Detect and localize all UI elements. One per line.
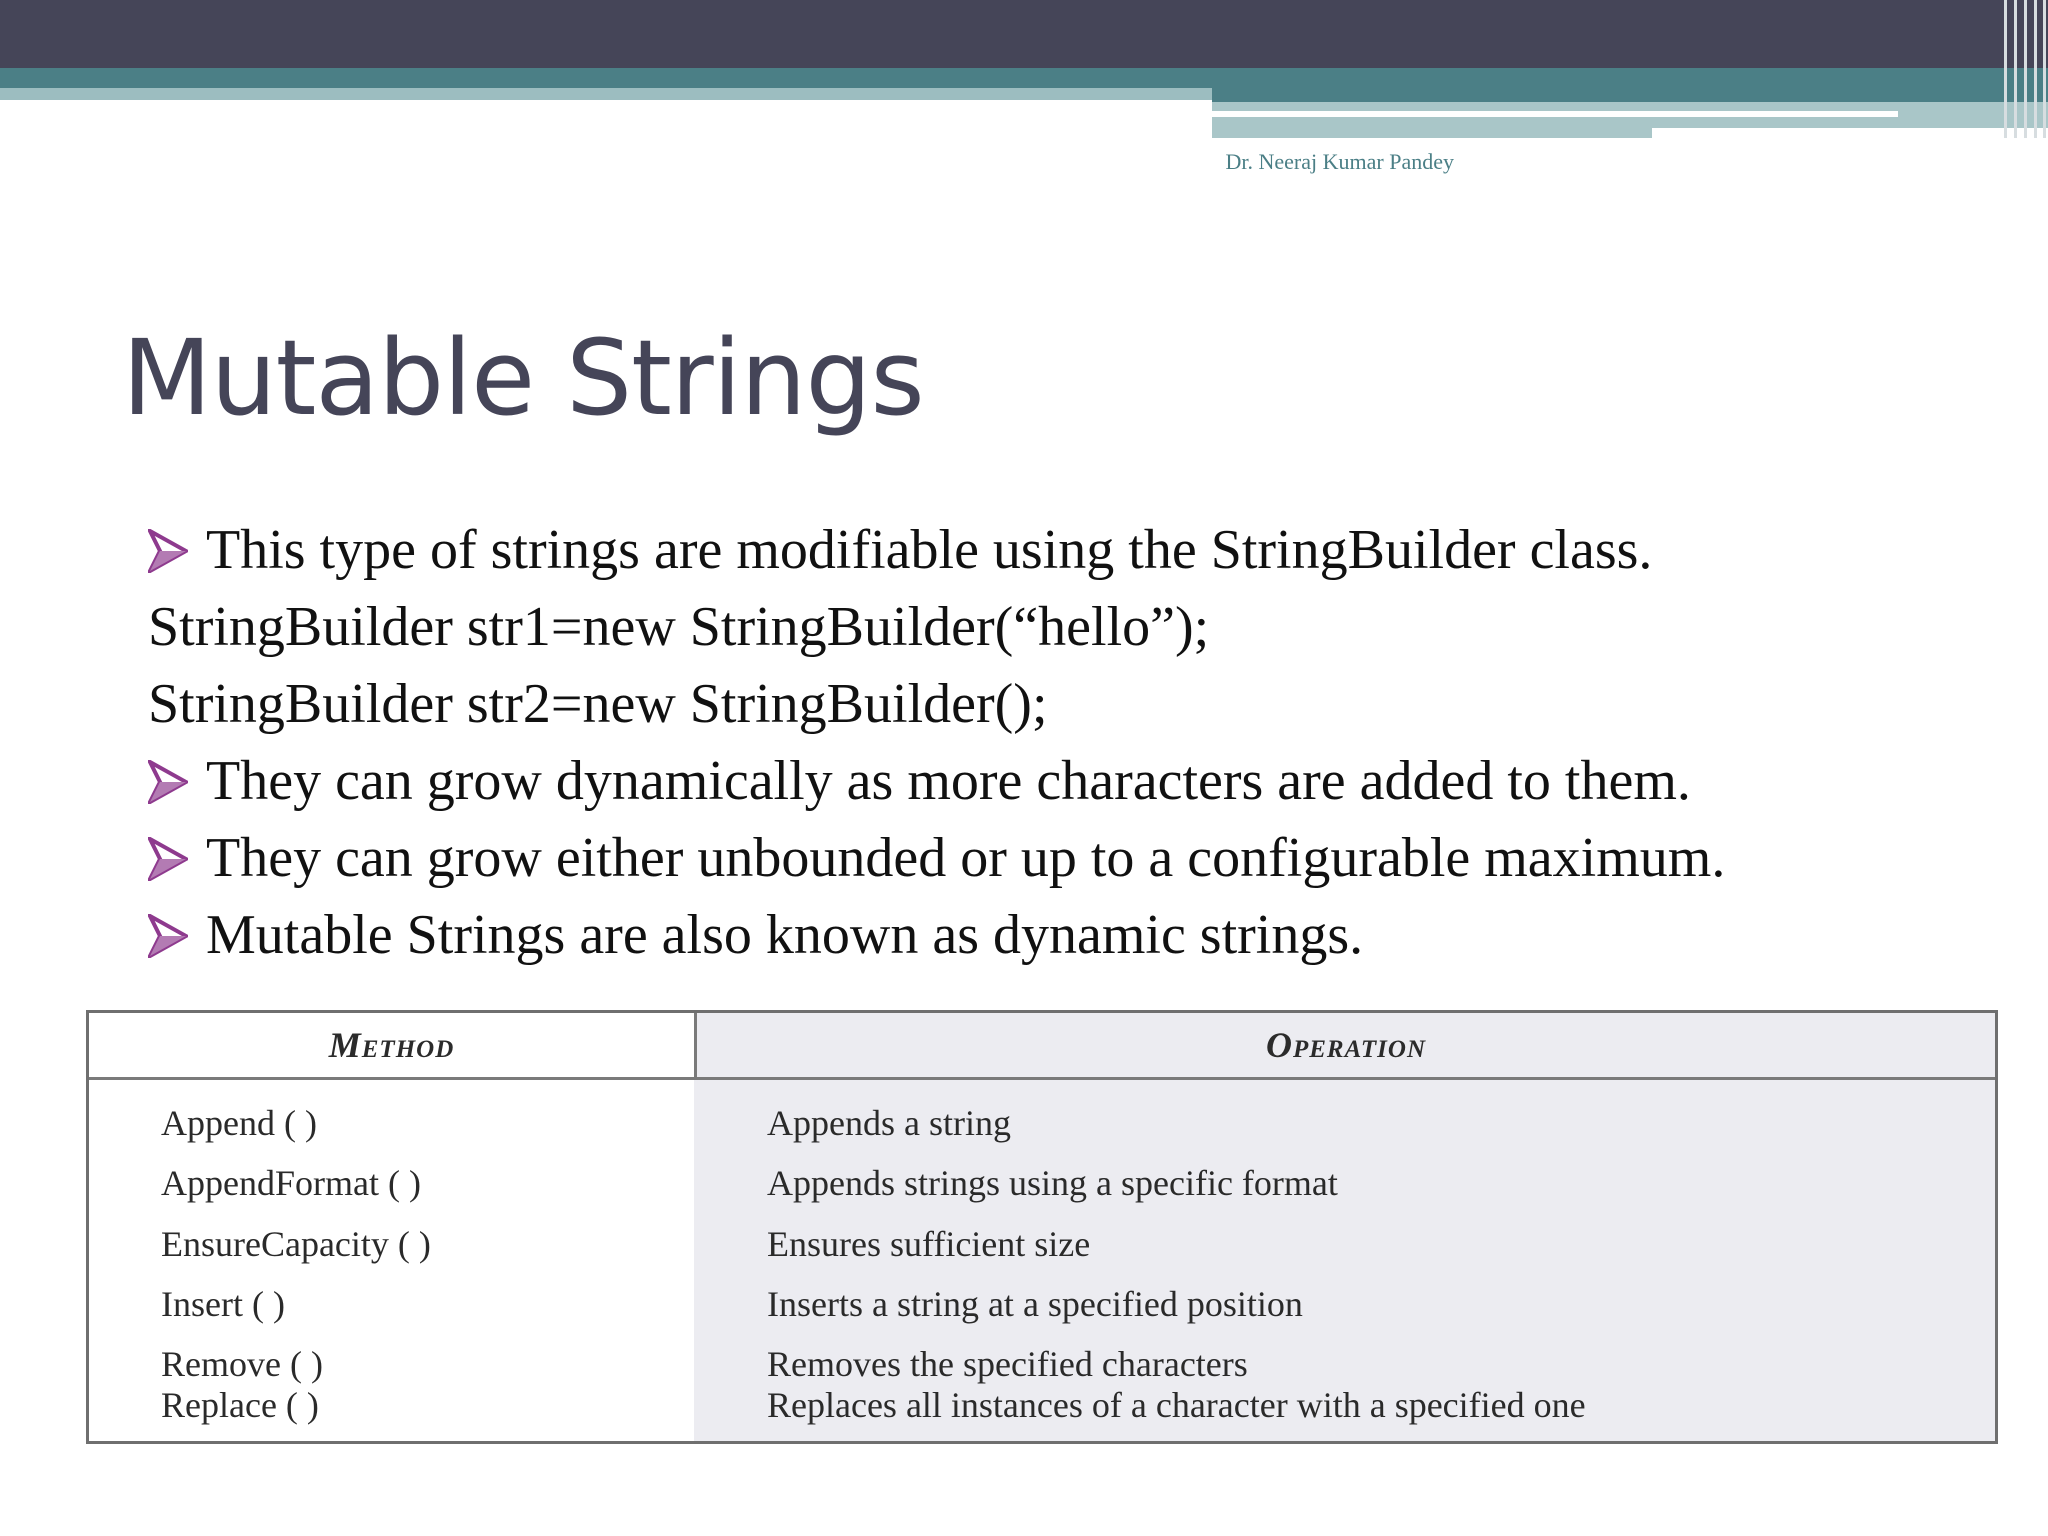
operation-cell: Appends strings using a specific format bbox=[767, 1163, 1338, 1203]
slide-title: Mutable Strings bbox=[122, 317, 924, 439]
bullet-line-3 bbox=[148, 820, 2028, 897]
code-line-2: StringBuilder str2=new StringBuilder(); bbox=[148, 673, 1048, 735]
header-stripes bbox=[2000, 0, 2048, 138]
operation-cell: Appends a string bbox=[767, 1103, 1011, 1143]
method-cell: Insert ( ) bbox=[161, 1284, 285, 1324]
header-rule bbox=[89, 1077, 1995, 1080]
table-row bbox=[89, 1093, 1995, 1153]
author-label: Dr. Neeraj Kumar Pandey bbox=[1225, 149, 1454, 174]
table-row bbox=[89, 1153, 1995, 1213]
method-cell: Remove ( ) bbox=[161, 1344, 323, 1384]
method-cell: Replace ( ) bbox=[161, 1385, 319, 1425]
bullet-line-1 bbox=[148, 512, 2028, 589]
header-bar-light-left bbox=[0, 88, 1212, 100]
bullet-line-2 bbox=[148, 743, 2028, 820]
arrow-bullet-icon bbox=[148, 743, 206, 820]
method-cell: Append ( ) bbox=[161, 1103, 317, 1143]
arrow-bullet-icon bbox=[148, 512, 206, 589]
bullet-text: They can grow either unbounded or up to a configurable maximum. bbox=[206, 827, 1726, 889]
column-header-method: Method bbox=[328, 1025, 455, 1065]
header-white-step bbox=[1652, 128, 2048, 140]
bullet-line-4 bbox=[148, 897, 2028, 974]
operation-cell: Removes the specified characters bbox=[767, 1344, 1248, 1384]
arrow-bullet-icon bbox=[148, 820, 206, 897]
code-line-1: StringBuilder str1=new StringBuilder(“hello”); bbox=[148, 596, 1210, 658]
table-row bbox=[89, 1214, 1995, 1274]
bullet-text: They can grow dynamically as more characters are added to them. bbox=[206, 750, 1691, 812]
arrow-bullet-icon bbox=[148, 897, 206, 974]
table-row bbox=[89, 1274, 1995, 1334]
header-bar-teal bbox=[0, 68, 2048, 90]
header-bar-dark bbox=[0, 0, 2048, 68]
method-cell: EnsureCapacity ( ) bbox=[161, 1224, 431, 1264]
header-bar-teal-right bbox=[1212, 88, 2048, 102]
operation-cell: Inserts a string at a specified position bbox=[767, 1284, 1303, 1324]
table-row bbox=[89, 1375, 1995, 1435]
methods-table bbox=[86, 1010, 1998, 1444]
operation-cell: Replaces all instances of a character with a specified one bbox=[767, 1385, 1586, 1425]
method-cell: AppendFormat ( ) bbox=[161, 1163, 421, 1203]
bullet-text: This type of strings are modifiable using the StringBuilder class. bbox=[206, 519, 1653, 581]
header-white-line bbox=[1212, 111, 1898, 117]
body-text bbox=[148, 512, 2028, 974]
column-header-operation: Operation bbox=[1265, 1025, 1427, 1065]
operation-cell: Ensures sufficient size bbox=[767, 1224, 1091, 1264]
bullet-text: Mutable Strings are also known as dynamic strings. bbox=[206, 904, 1364, 966]
